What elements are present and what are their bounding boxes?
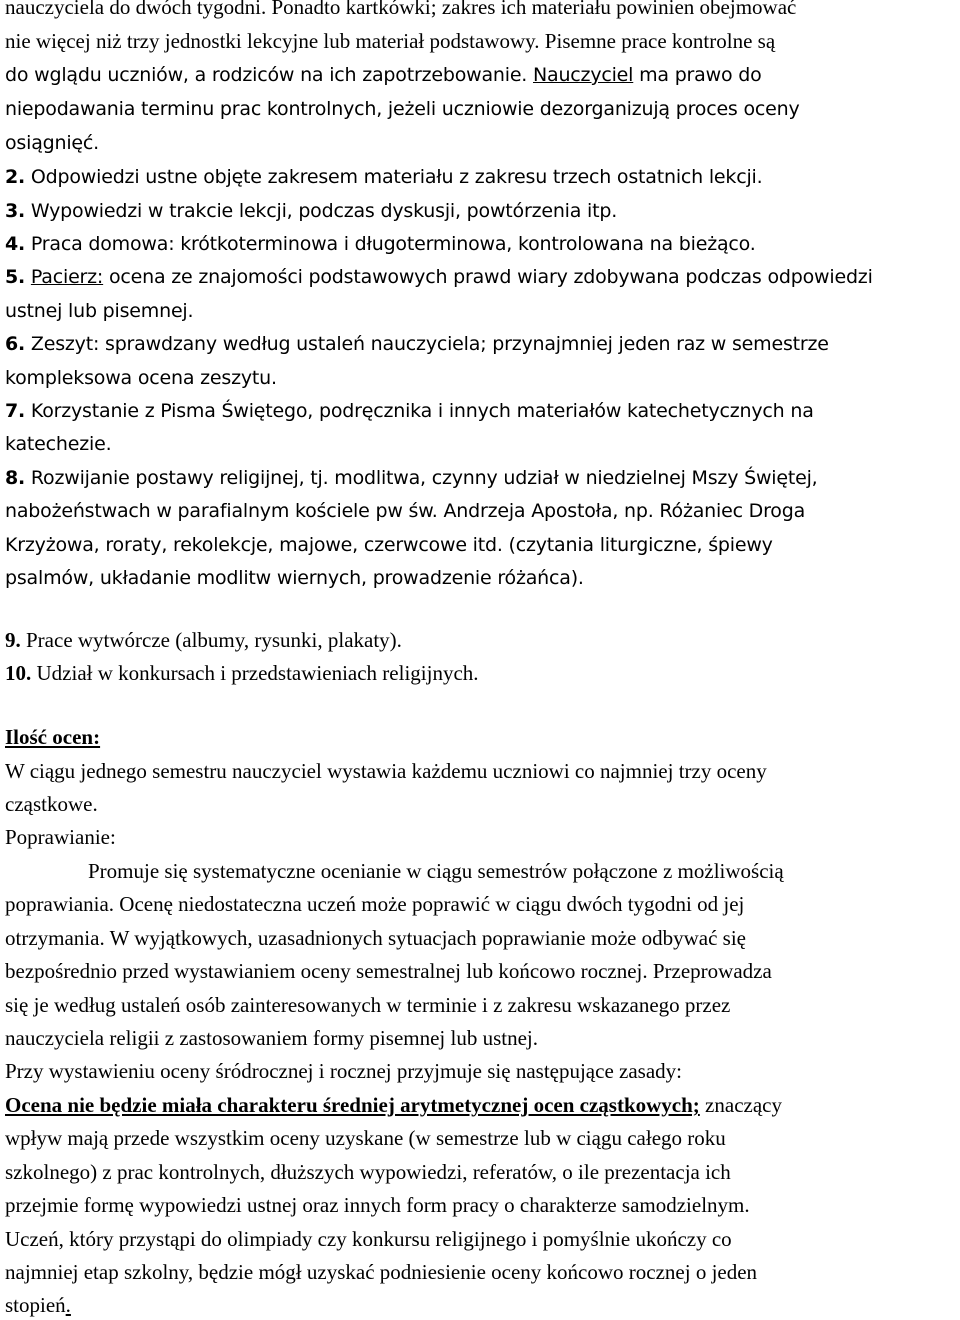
item-number: 4. [5,233,26,255]
section-heading-ilosc-ocen: Ilość ocen: [5,725,101,749]
poprawianie-line-6: nauczyciela religii z zastosowaniem formy pisemnej lub ustnej. [5,1026,538,1050]
item-number: 8. [5,467,26,489]
item-text: Prace wytwórcze (albumy, rysunki, plakaty). [20,628,402,652]
item-number: 6. [5,333,26,355]
list-item-4 [5,229,756,259]
nauczyciel-underlined: Nauczyciel [533,64,634,86]
item-number: 2. [5,166,26,188]
rule-line-2: wpływ mają przede wszystkim oceny uzyskane (w semestrze lub w ciągu całego roku [5,1126,726,1150]
list-item-5-cont: ustnej lub pisemnej. [5,300,194,322]
rule-line-6: najmniej etap szkolny, będzie mógł uzyskać podniesienie oceny końcowo rocznej o jeden [5,1260,758,1284]
item-number: 10. [5,661,32,685]
intro-line-3 [5,60,762,90]
rule-rest: znaczący [699,1093,782,1117]
poprawianie-line-5: się je według ustaleń osób zainteresowanych w terminie i z zakresu wskazanego przez [5,993,731,1017]
rule-line-4: przejmie formę wypowiedzi ustnej oraz innych form pracy o charakterze samodzielnym. [5,1193,750,1217]
rule-line-7 [5,1290,71,1320]
intro-line-3-text: do wglądu uczniów, a rodziców na ich zapotrzebowanie. [5,64,533,86]
ilosc-line-1: W ciągu jednego semestru nauczyciel wystawia każdemu uczniowi co najmniej trzy oceny [5,759,767,783]
poprawianie-line-7: Przy wystawieniu oceny śródrocznej i rocznej przyjmuje się następujące zasady: [5,1059,682,1083]
item-text: ocena ze znajomości podstawowych prawd wiary zdobywana podczas odpowiedzi [103,266,873,288]
item-number: 3. [5,200,26,222]
ilosc-line-2: cząstkowe. [5,792,98,816]
poprawianie-line-2: poprawiania. Ocenę niedostateczna uczeń może poprawić w ciągu dwóch tygodni od jej [5,892,745,916]
list-item-6 [5,329,829,359]
item-text: Korzystanie z Pisma Świętego, podręcznika i innych materiałów katechetycznych na [25,400,814,422]
pacierz-label: Pacierz: [30,266,104,288]
list-item-10 [5,658,479,688]
list-item-2 [5,162,762,192]
poprawianie-line-1: Promuje się systematyczne ocenianie w ciągu semestrów połączone z możliwością [88,859,784,883]
item-number: 5. [5,266,26,288]
intro-line-5: osiągnięć. [5,132,100,154]
rule-bold-underlined: Ocena nie będzie miała charakteru średniej arytmetycznej ocen cząstkowych; [5,1093,700,1117]
list-item-8 [5,463,818,493]
item-text: Odpowiedzi ustne objęte zakresem materiału z zakresu trzech ostatnich lekcji. [25,166,763,188]
list-item-9 [5,625,402,655]
list-item-6-cont: kompleksowa ocena zeszytu. [5,367,277,389]
section-heading-poprawianie: Poprawianie: [5,825,116,849]
rule-line-1 [5,1090,782,1120]
item-number: 9. [5,628,21,652]
item-text: Praca domowa: krótkoterminowa i długoterminowa, kontrolowana na bieżąco. [25,233,756,255]
list-item-8-cont2: Krzyżowa, roraty, rekolekcje, majowe, czerwcowe itd. (czytania liturgiczne, śpiewy [5,534,773,556]
list-item-8-cont3: psalmów, układanie modlitw wiernych, prowadzenie różańca). [5,567,584,589]
item-text: Udział w konkursach i przedstawieniach religijnych. [31,661,479,685]
item-text: Wypowiedzi w trakcie lekcji, podczas dyskusji, powtórzenia itp. [25,200,618,222]
list-item-5 [5,262,873,292]
list-item-3 [5,196,617,226]
item-text: Zeszyt: sprawdzany według ustaleń nauczyciela; przynajmniej jeden raz w semestrze [25,333,829,355]
intro-line-3-rest: ma prawo do [633,64,762,86]
item-text: Rozwijanie postawy religijnej, tj. modlitwa, czynny udział w niedzielnej Mszy Świętej, [25,467,818,489]
intro-line-2: nie więcej niż trzy jednostki lekcyjne lub materiał podstawowy. Pisemne prace kontrolne są [5,29,776,53]
poprawianie-line-4: bezpośrednio przed wystawianiem oceny semestralnej lub końcowo rocznej. Przeprowadza [5,959,772,983]
list-item-7 [5,396,814,426]
poprawianie-line-3: otrzymania. W wyjątkowych, uzasadnionych sytuacjach poprawianie może odbywać się [5,926,746,950]
item-number: 7. [5,400,26,422]
list-item-7-cont: katechezie. [5,433,112,455]
rule-line-5: Uczeń, który przystąpi do olimpiady czy konkursu religijnego i pomyślnie ukończy co [5,1227,732,1251]
intro-line-1: nauczyciela do dwóch tygodni. Ponadto kartkówki; zakres ich materiału powinien obejmować [5,0,797,19]
last-dot: . [65,1293,71,1317]
list-item-8-cont: nabożeństwach w parafialnym kościele pw św. Andrzeja Apostoła, np. Różaniec Droga [5,500,806,522]
last-word: stopień [5,1293,66,1317]
rule-line-3: szkolnego) z prac kontrolnych, dłuższych wypowiedzi, referatów, o ile prezentacja ich [5,1160,731,1184]
intro-line-4: niepodawania terminu prac kontrolnych, jeżeli uczniowie dezorganizują proces oceny [5,98,800,120]
